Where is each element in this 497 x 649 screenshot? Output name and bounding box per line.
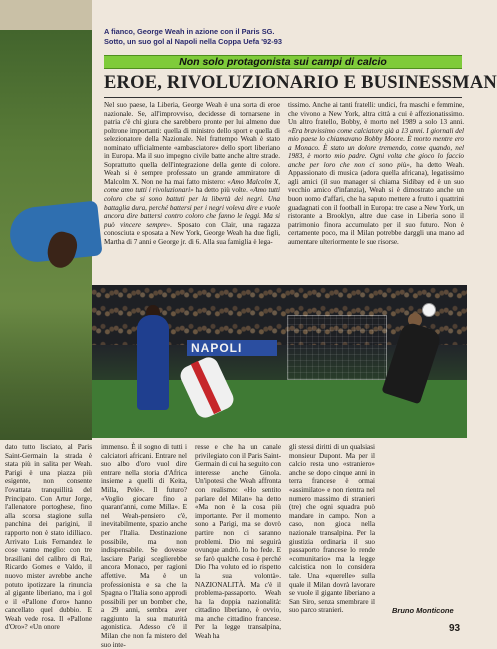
lower-column-1: dato tutto lisciato, al Paris Saint-Germain la strada è stata più in salita per Weah. Parigi è una piazza più esigente, non consente l'ovattata tranquillità del Principato. Con Artur Jorge, l'allenatore portoghese, fino alla scorsa stagione sulla panchina dei parigini, il rapporto non è stato idilliaco. Arrivato Luis Fernandez le cose vanno meglio: con tre brasiliani del calibro di Raì, Ricardo Gomes e Valdo, il nuovo mister avrebbe anche potuto ipotizzare la rinuncia al gigante liberiano, ma i gol e il «Pallone d'oro» hanno cancellato quel dubbio. E Weah vede rosa. Il «Pallone d'Oro»? «Un onore <box>5 443 92 632</box>
weah-action-photo <box>0 0 92 440</box>
photo-background <box>0 0 92 30</box>
football <box>422 303 436 317</box>
section-band <box>104 55 462 69</box>
caption-line-1: A fianco, George Weah in azione con il Paris SG. <box>104 27 275 36</box>
board-text: NAPOLI <box>191 341 243 355</box>
upper-column-b <box>288 101 464 246</box>
band-title: Non solo protagonista sui campi di calcio <box>179 56 387 68</box>
paragraph: Nel suo paese, la Liberia, George Weah è una sorta di eroe nazionale. Se, all'improvviso, decidesse di tornarsene in patria c'è chi giura che sarebbero pronte per lui almeno due poltrone importanti: quella di ministro dello sport e quella di selezionatore della Nazionale. Nel frattempo Weah è stato nominato ufficialmente «ambasciatore» dello sport liberiano in Europa. Ma il suo impegno civile batte anche altre strade. Soprattutto quella dell'integrazione della gente di colore. Weah si è sempre professato un grande ammiratore di Malcolm X. Non ne ha mai fatto mistero: «Amo Malcolm X, come amo tutti i rivoluzionari» ha detto più volte. «Amo tutti coloro che si sono battuti per la libertà dei negri. Una battaglia dura, perché battersi per i negri voleva dire e vuole ancora dire battersi contro coloro che fanno le leggi. Ma si può vincere sempre». Sposato con Clair, una ragazza conosciuta e sposata a New York, George Weah ha due figli, Martha di 7 anni e George jr. di 6. Alla sua famiglia è lega- <box>104 101 280 246</box>
paragraph: tissimo. Anche ai tanti fratelli: undici, fra maschi e femmine, che vivono a New York, altra città a cui è affezionatissimo. Un altro fratello, Bobby, è morto nel 1989 a solo 13 anni. «Era bravissimo come calciatore già a 13 anni. I giornali del mio paese lo chiamavano Bobby Moore. È morto mentre ero a Monaco. È stato un dolore tremendo, come quando, nel 1983, è morto mio padre. Ogni volta che gioco lo faccio anche per loro che non ci sono più», ha detto Weah. Appassionato di musica (adora quella africana), legatissimo agli amici (il suo manager si chiama Sidibay ed è un suo vecchio amico d'infanzia), Weah si è dimostrato anche un buon uomo d'affari, che ha saputo mettere a frutto i quattrini guadagnati con il football in Europa: tre case a New York, un ristorante a Brooklyn, altre due case in Liberia sono il patrimonio finora accumulato per il suo futuro. Non è certamente poco, ma il Milan potrebbe darggli una mano ad aumentare ulteriormente le sue risorse. <box>288 101 464 246</box>
goal-net <box>287 315 387 380</box>
lower-column-4: gli stessi diritti di un qualsiasi monsieur Dupont. Ma per il calcio resta uno «straniero» anche se dopo cinque anni in terra francese è ormai «assimilato» e non rientra nel numero massimo di stranieri (tre) che ogni squadra può mandare in campo. Non a caso, non gioca nella nazionale transalpina. Per la giustizia ordinaria il suo passaporto francese lo rende «comunitario» ma la legge calcistica non lo considera tale. Una «querelle» sulla quale il Milan dovrà lavorare se vuole il gigante liberiano a San Siro, senza smembrare il suo parco stranieri. <box>289 443 375 615</box>
page-number: 93 <box>449 623 461 634</box>
upper-column-a <box>104 101 280 246</box>
lower-column-2: immenso. È il sogno di tutti i calciatori africani. Entrare nel suo albo d'oro vuol dire entrare nella storia d'Africa insieme a quelli di Keita, Milla, Pelé». Il futuro? «Voglio giocare fino a quarant'anni, come Milla». E nel Weah-pensiero c'è, inevitabilmente, spazio anche per l'Italia. Destinazione possibile, ma non indispensabile. Se dovesse lasciare Parigi sceglierebbe ancora Monaco, per ragioni affettive. Ma è un professionista e sa che la Spagna o l'Italia sono approdi possibili per un bomber che, a 29 anni, sembra aver raggiunto la sua maturità agonistica. Adesso c'è il Milan che non fa mistero del suo inte- <box>101 443 187 649</box>
headline-rule <box>104 97 462 98</box>
author-signature: Bruno Monticone <box>392 606 454 615</box>
player-blue <box>137 315 169 410</box>
photo-shadow <box>0 300 92 440</box>
goal-vs-napoli-photo <box>92 285 467 438</box>
lower-column-3: resse e che ha un canale privilegiato con il Paris Saint-Germain di cui ha seguito con interesse anche Ginola. Un'ipotesi che Weah affronta con realismo: «Ho sentito parlare del Milan» ha detto «Ma non è la cosa più importante. Per il momento sono a Parigi, ma se dovrò partire non ci saranno problemi. Dio mi seguirà ovunque andrò. Io ho fede. E se farò qualche cosa è perché Dio l'ha voluto ed io rispetto la sua volontà». NAZIONALITÀ. Ma c'è il problema-passaporto. Weah ha la doppia nazionalità: cittadino liberiano, è ovvio, ma anche cittadino francese. Per la legge transalpina, Weah ha <box>195 443 281 641</box>
photo-caption <box>104 27 354 46</box>
caption-line-2: Sotto, un suo gol al Napoli nella Coppa Uefa '92-93 <box>104 36 282 46</box>
article-headline: EROE, RIVOLUZIONARIO E BUSINESSMAN <box>104 73 497 93</box>
